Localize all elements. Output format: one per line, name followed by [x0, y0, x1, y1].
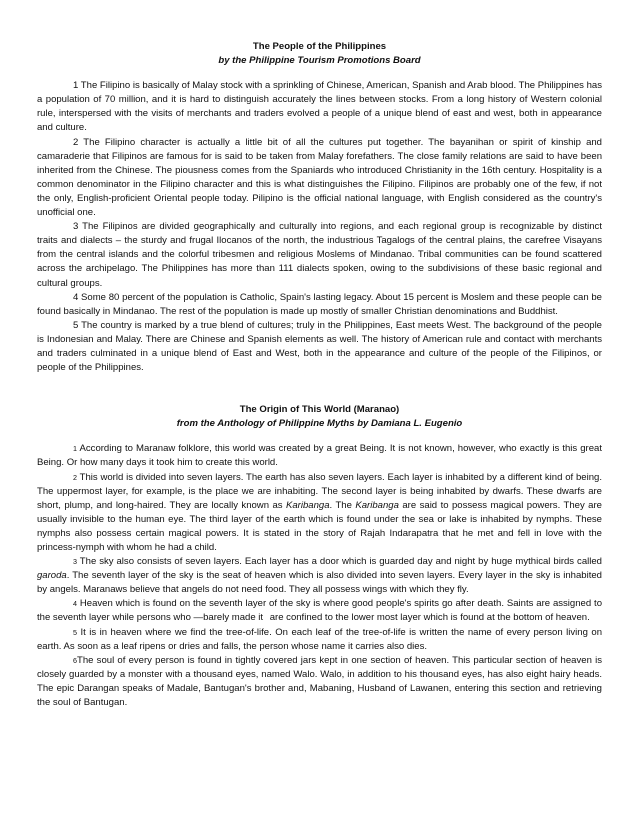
paragraph-number: 2	[73, 472, 77, 482]
paragraph-number: 1	[73, 444, 77, 454]
paragraph-text: It is in heaven where we find the tree-of-life. On each leaf of the tree-of-life is written the name of every person living on earth. As soon as a leaf ripens or dries and falls, the person whose name it carries also dies.	[37, 626, 603, 652]
section1-paragraph-4: 4 Some 80 percent of the population is Catholic, Spain's lasting legacy. About 15 percent is Moslem and these people can be found basically in Mindanao. The rest of the population is made up mostly of smaller Christian denominations and Buddhist.	[37, 291, 602, 317]
section2-title: The Origin of This World (Maranao)	[239, 404, 400, 416]
section1-byline: by the Philippine Tourism Promotions Board	[218, 55, 421, 67]
section1-paragraph-3: 3 The Filipinos are divided geographically and culturally into regions, and each regional group is recognizable by distinct traits and dialects – the sturdy and frugal Ilocanos of the north, the industrious Tagalogs of the central plains, the carefree Visayans from the central islands and the colorful tribesmen and religious Moslems of Mindanao. Tribal communities can be found scattered across the archipelago. The Philippines has more than 111 dialects spoken, owing to the subdivisions of these basic regional and cultural groups.	[37, 221, 602, 289]
paragraph-text: According to Maranaw folklore, this world was created by a great Being. It is not known, however, who exactly is this great Being. Or how many days it took him to create this world.	[37, 443, 602, 469]
emphasis-term: Karibanga	[355, 499, 399, 511]
section2-paragraph-4	[37, 597, 602, 625]
emphasis-term: Karibanga	[286, 499, 330, 511]
paragraph-number: 4	[73, 599, 77, 609]
section-divider-space	[37, 375, 602, 403]
paragraph-text: . The seventh layer of the sky is the seat of heaven which is also divided into seven layers. Every layer in the sky is inhabited by angels. Maranaws believe that angels do not need food. They all possess wings with which they fly.	[37, 570, 602, 596]
emphasis-term: garoda	[37, 570, 67, 582]
section2-paragraph-6	[37, 654, 602, 710]
paragraph-text: Heaven which is found on the seventh layer of the sky is where good people's spirits go after death. Saints are assigned to the seventh layer while persons who —barely made it	[37, 598, 602, 624]
paragraph-text: This world is divided into seven layers. The earth has also seven layers. Each layer is inhabited by a different kind of being. The uppermost layer, for example, is the place we are inhabiting. The second layer is being inhabited by dwarfs. These dwarfs are short, plump, and long-haired. They are locally known as	[37, 471, 602, 511]
section2-paragraph-5	[37, 626, 602, 654]
document-page	[37, 40, 602, 710]
paragraph-text: The sky also consists of seven layers. Each layer has a door which is guarded day and night by huge mythical birds called	[79, 556, 602, 568]
paragraph-text: . The	[329, 499, 356, 511]
paragraph-number: 5	[73, 627, 77, 637]
section2-byline: from the Anthology of Philippine Myths by Damiana L. Eugenio	[176, 418, 463, 430]
section2-paragraph-2	[37, 471, 602, 556]
paragraph-number: 6	[73, 655, 77, 665]
section2-paragraph-1	[37, 442, 602, 470]
paragraph-number: 3	[73, 557, 77, 567]
section1-paragraph-1: 1 The Filipino is basically of Malay stock with a sprinkling of Chinese, American, Spanish and Arab blood. The Philippines has a population of 70 million, and it is hard to distinguish accurately the lines between stocks. From a long history of Western colonial rule, interspersed with the visits of merchants and traders evolved a people of a unique blend of east and west, both in appearance and culture.	[37, 80, 602, 134]
paragraph-text: are said to possess magical powers. They are usually invisible to the human eye. The third layer of the earth which is found under the sea or lake is inhabited by nymphs. These nymphs also possess certain magical powers. It is stated in the story of Rajah Indarapatra that he met and fell in love with the princess-nymph with whom he had a child.	[37, 499, 602, 553]
paragraph-text: The soul of every person is found in tightly covered jars kept in one section of heaven. This particular section of heaven is closely guarded by a monster with a thousand eyes, named Walo. Walo, in addition to his thousand eyes, has also eight hairy heads. The epic Darangan speaks of Madale, Bantugan's brother and, Mabaning, Husband of Lawanen, entering this section and retrieving the soul of Bantugan.	[37, 654, 602, 709]
paragraph-text: are confined to the lower most layer which is found at the bottom of heaven.	[269, 612, 590, 624]
section1-paragraph-2: 2 The Filipino character is actually a little bit of all the cultures put together. The bayanihan or spirit of kinship and camaraderie that Filipinos are famous for is said to be taken from Malay forefathers. The close family relations are said to have been inherited from the Chinese. The piousness comes from the Spaniards who introduced Christianity in the 16th century. Hospitality is a common denominator in the Filipino character and this is what distinguishes the Filipino. Filipinos are probably one of the few, if not the only, English-proficient Oriental people today. Pilipino is the official national language, with English considered as the country's unofficial one.	[37, 136, 602, 219]
section1-title: The People of the Philippines	[252, 41, 387, 52]
section2-paragraph-3	[37, 555, 602, 597]
section1-paragraph-5: 5 The country is marked by a true blend of cultures; truly in the Philippines, East meets West. The background of the people is Indonesian and Malay. There are Chinese and Spanish elements as well. The history of American rule and contact with merchants and traders culminated in a unique blend of East and West, both in the appearance and culture of the people of the Filipinos, or people of the Philippines.	[37, 319, 602, 374]
